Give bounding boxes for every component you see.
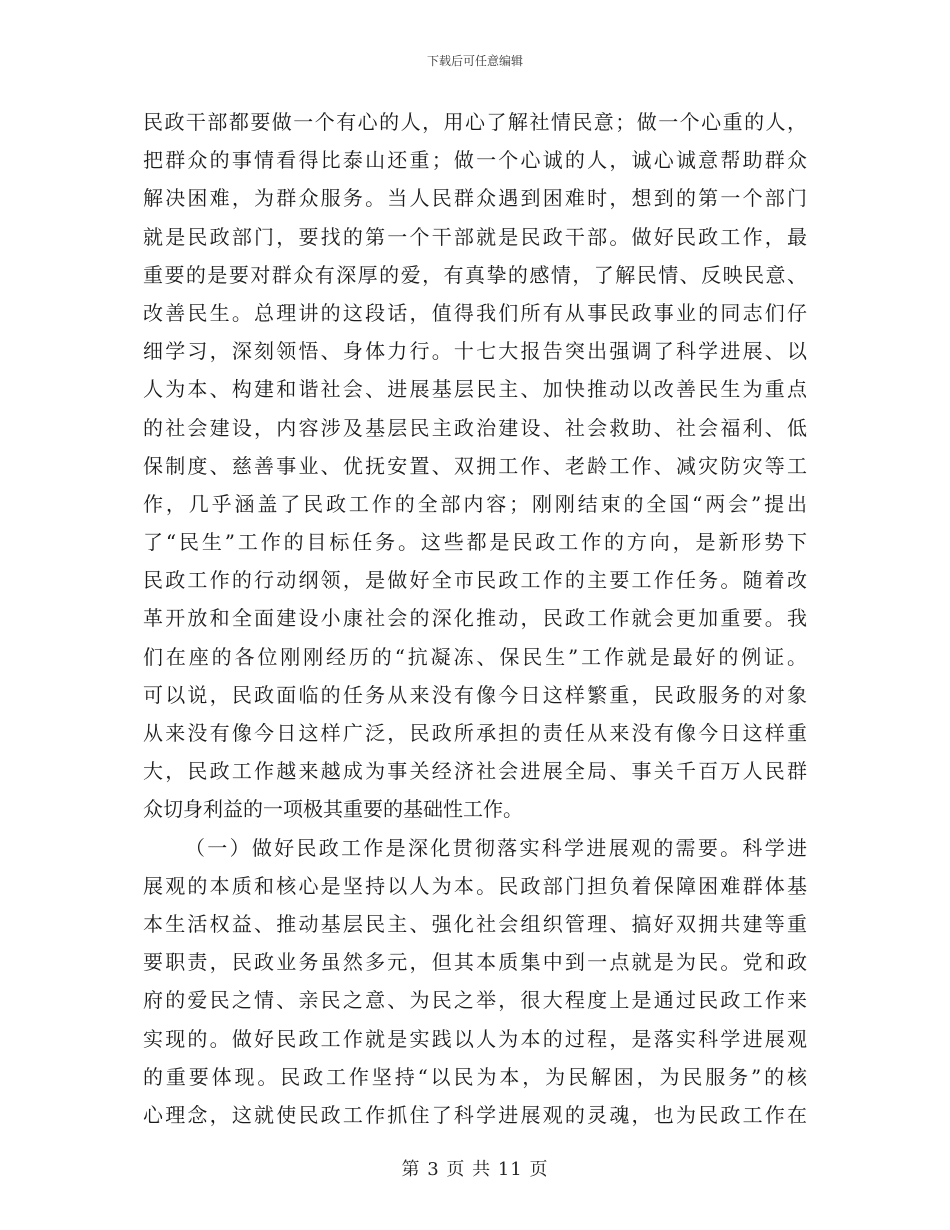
text-line: 重要的是要对群众有深厚的爱，有真挚的感情，了解民情、反映民意、	[143, 262, 807, 287]
text-line: 大，民政工作越来越成为事关经济社会进展全局、事关千百万人民群	[143, 759, 807, 784]
text-line: 人为本、构建和谐社会、进展基层民主、加快推动以改善民生为重点	[143, 377, 807, 402]
text-line: 府的爱民之情、亲民之意、为民之举，很大程度上是通过民政工作来	[143, 988, 807, 1013]
text-line: 民政干部都要做一个有心的人，用心了解社情民意；做一个心重的人，	[143, 110, 807, 134]
text-line: 民政工作的行动纲领，是做好全市民政工作的主要工作任务。随着改	[143, 568, 807, 593]
text-line: 革开放和全面建设小康社会的深化推动，民政工作就会更加重要。我	[143, 606, 807, 631]
text-line: 的重要体现。民政工作坚持“以民为本，为民解困，为民服务”的核	[143, 1064, 807, 1089]
text-line: 心理念，这就使民政工作抓住了科学进展观的灵魂，也为民政工作在	[143, 1102, 807, 1127]
text-line: 从来没有像今日这样广泛，民政所承担的责任从来没有像今日这样重	[143, 721, 807, 745]
page-number-footer: 第 3 页 共 11 页	[401, 1159, 549, 1180]
document-body	[143, 103, 807, 1134]
text-line: 的社会建设，内容涉及基层民主政治建设、社会救助、社会福利、低	[143, 415, 807, 440]
text-line: 要职责，民政业务虽然多元，但其本质集中到一点就是为民。党和政	[143, 950, 807, 975]
text-line: 们在座的各位刚刚经历的“抗凝冻、保民生”工作就是最好的例证。	[143, 644, 807, 669]
text-line: 解决困难，为群众服务。当人民群众遇到困难时，想到的第一个部门	[143, 186, 807, 211]
text-line: 可以说，民政面临的任务从来没有像今日这样繁重，民政服务的对象	[143, 682, 807, 707]
text-line: 就是民政部门，要找的第一个干部就是民政干部。做好民政工作，最	[143, 224, 807, 249]
text-line: 众切身利益的一项极其重要的基础性工作。	[143, 797, 523, 822]
text-line: 细学习，深刻领悟、身体力行。十七大报告突出强调了科学进展、以	[143, 339, 807, 364]
text-line: 实现的。做好民政工作就是实践以人为本的过程，是落实科学进展观	[143, 1026, 807, 1051]
text-line: 保制度、慈善事业、优抚安置、双拥工作、老龄工作、减灾防灾等工	[143, 453, 807, 478]
text-line: 本生活权益、推动基层民主、强化社会组织管理、搞好双拥共建等重	[143, 911, 807, 936]
text-line: 了“民生”工作的目标任务。这些都是民政工作的方向，是新形势下	[143, 530, 807, 555]
text-line: 作，几乎涵盖了民政工作的全部内容；刚刚结束的全国“两会”提出	[143, 491, 807, 516]
text-line: 把群众的事情看得比泰山还重；做一个心诚的人，诚心诚意帮助群众	[143, 148, 807, 173]
page-header-note: 下载后可任意编辑	[426, 54, 523, 68]
text-line: 展观的本质和核心是坚持以人为本。民政部门担负着保障困难群体基	[143, 873, 807, 898]
section-heading-line: （一）做好民政工作是深化贯彻落实科学进展观的需要。科学进	[185, 835, 807, 860]
text-line: 改善民生。总理讲的这段话，值得我们所有从事民政事业的同志们仔	[143, 300, 807, 325]
